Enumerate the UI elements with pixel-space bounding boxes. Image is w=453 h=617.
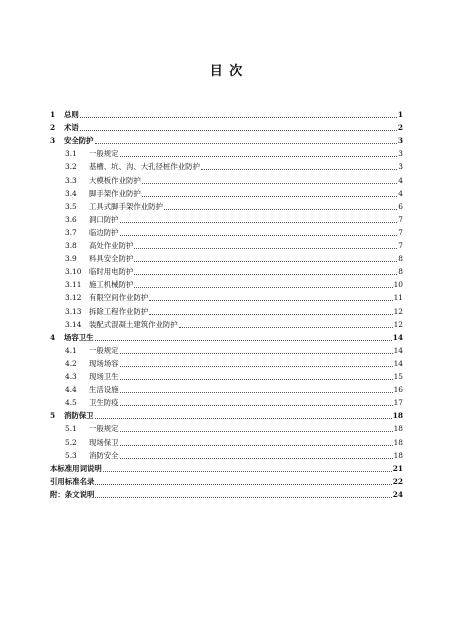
toc-entry[interactable] [65, 397, 403, 409]
dot-leader [103, 471, 392, 472]
dot-leader [120, 458, 393, 459]
toc-entry-label: 生活设施 [89, 385, 119, 395]
toc-entry[interactable] [50, 410, 403, 422]
toc-entry-page-number: 14 [393, 345, 403, 355]
dot-leader [134, 261, 397, 262]
dot-leader [120, 379, 393, 380]
toc-entry-label: 安全防护 [64, 136, 94, 146]
toc-entry-label: 附：条文说明 [50, 489, 95, 499]
toc-entry-page-number: 4 [398, 188, 403, 198]
toc-entry-label: 场容卫生 [64, 332, 94, 342]
toc-entry-number: 3.8 [65, 241, 77, 250]
toc-entry-page-number: 8 [398, 267, 403, 277]
toc-entry[interactable] [50, 476, 403, 488]
toc-entry-label: 临时用电防护 [89, 267, 134, 277]
toc-entry-page-number: 21 [392, 463, 403, 473]
toc-entry-number: 4.4 [65, 385, 77, 395]
toc-entry[interactable] [65, 148, 403, 160]
toc-entry-page-number: 17 [393, 398, 403, 408]
toc-entry[interactable] [65, 306, 403, 318]
dot-leader [95, 418, 392, 419]
toc-entry-number: 3.14 [65, 319, 82, 329]
toc-entry-page-number: 7 [398, 227, 403, 237]
toc-entry-label: 有限空间作业防护 [89, 293, 149, 303]
dot-leader [95, 143, 397, 144]
toc-entry-label: 引用标准名录 [50, 476, 95, 486]
dot-leader [149, 314, 392, 315]
dot-leader [80, 130, 397, 131]
toc-entry-number: 4.1 [65, 345, 77, 355]
toc-entry-page-number: 3 [398, 149, 403, 159]
dot-leader [134, 287, 392, 288]
toc-entry-label: 消防保卫 [64, 411, 94, 421]
dot-leader [134, 248, 397, 249]
toc-entry-number: 3 [50, 136, 56, 146]
dot-leader [120, 353, 393, 354]
toc-entry-page-number: 4 [398, 175, 403, 185]
dot-leader [80, 117, 397, 118]
toc-entry[interactable] [65, 266, 403, 278]
dot-leader [95, 484, 391, 485]
dot-leader [179, 327, 393, 328]
toc-entry-number: 5.1 [65, 424, 77, 434]
dot-leader [142, 196, 398, 197]
dot-leader [120, 156, 398, 157]
toc-entry-label: 大模板作业防护 [89, 175, 141, 185]
dot-leader [149, 300, 392, 301]
toc-entry-page-number: 7 [398, 214, 403, 224]
toc-entry[interactable] [65, 371, 403, 383]
toc-entry-label: 现场卫生 [89, 372, 119, 381]
toc-entry-number: 3.12 [65, 293, 82, 303]
toc-entry-page-number: 10 [393, 280, 403, 290]
toc-entry-label: 术语 [64, 123, 79, 133]
dot-leader [120, 405, 393, 406]
dot-leader [120, 366, 393, 367]
toc-entry[interactable] [65, 437, 403, 449]
toc-entry-label: 一般规定 [89, 424, 119, 434]
toc-entry-page-number: 22 [392, 476, 403, 486]
toc-entry-number: 4 [50, 332, 56, 342]
toc-entry-label: 消防安全 [89, 450, 119, 460]
toc-entry[interactable] [65, 423, 403, 435]
toc-entry-label: 高处作业防护 [89, 241, 134, 250]
toc-entry-label: 现场保卫 [89, 437, 119, 447]
toc-entry[interactable] [65, 240, 403, 252]
toc-entry-page-number: 3 [398, 162, 403, 172]
toc-entry-number: 4.2 [65, 358, 77, 368]
toc-entry-page-number: 2 [397, 123, 403, 133]
dot-leader [134, 274, 397, 275]
toc-entry-label: 洞口防护 [89, 214, 119, 224]
toc-entry-number: 3.1 [65, 149, 77, 159]
toc-entry-page-number: 18 [393, 450, 403, 460]
toc-entry[interactable] [65, 345, 403, 357]
toc-entry-page-number: 12 [393, 319, 403, 329]
dot-leader [120, 222, 398, 223]
toc-entry-label: 拆除工程作业防护 [89, 306, 149, 316]
dot-leader [95, 340, 392, 341]
toc-entry[interactable] [50, 489, 403, 501]
toc-entry[interactable] [65, 227, 403, 239]
toc-entry-page-number: 11 [393, 293, 403, 303]
toc-entry-label: 施工机械防护 [89, 280, 134, 290]
toc-entry[interactable] [50, 135, 403, 147]
toc-entry-page-number: 15 [393, 372, 403, 381]
toc-entry-number: 3.3 [65, 175, 77, 185]
toc-entry-label: 工具式脚手架作业防护 [89, 201, 163, 211]
toc-entry-number: 4.3 [65, 372, 77, 381]
toc-entry-label: 卫生防疫 [89, 398, 119, 408]
dot-leader [120, 431, 393, 432]
toc-entry-number: 3.9 [65, 254, 77, 264]
toc-entry-label: 料具安全防护 [89, 254, 134, 264]
toc-entry-label: 一般规定 [89, 345, 119, 355]
dot-leader [120, 392, 393, 393]
dot-leader [120, 445, 393, 446]
toc-entry-label: 基槽、坑、沟、大孔径桩作业防护 [89, 162, 200, 172]
toc-entry[interactable] [65, 253, 403, 265]
toc-entry-page-number: 18 [393, 424, 403, 434]
toc-entry-page-number: 16 [393, 385, 403, 395]
toc-entry-page-number: 24 [392, 489, 403, 499]
toc-entry-number: 3.11 [65, 280, 82, 290]
toc-entry-number: 3.10 [65, 267, 82, 277]
toc-entry-number: 3.5 [65, 201, 77, 211]
toc-entry-number: 3.7 [65, 227, 77, 237]
toc-entry-number: 5.2 [65, 437, 77, 447]
toc-entry-label: 现场场容 [89, 358, 119, 368]
page-title: 目 次 [209, 64, 244, 79]
toc-entry-label: 临边防护 [89, 227, 119, 237]
toc-entry-label: 一般规定 [89, 149, 119, 159]
toc-entry-page-number: 8 [398, 254, 403, 264]
toc-entry[interactable] [50, 109, 403, 121]
toc-entry[interactable] [65, 161, 403, 173]
toc-entry-page-number: 6 [398, 201, 403, 211]
dot-leader [142, 183, 398, 184]
toc-entry[interactable] [65, 214, 403, 226]
toc-entry-page-number: 18 [392, 411, 403, 421]
toc-entry[interactable] [50, 463, 403, 475]
toc-entry-page-number: 14 [392, 332, 403, 342]
toc-entry-page-number: 12 [393, 306, 403, 316]
toc-entry-number: 5 [50, 411, 56, 421]
toc-entry[interactable] [65, 358, 403, 370]
dot-leader [164, 209, 397, 210]
toc-entry-number: 2 [50, 123, 56, 133]
toc-entry-number: 3.13 [65, 306, 82, 316]
toc-entry-number: 3.4 [65, 188, 77, 198]
dot-leader [95, 497, 391, 498]
dot-leader [201, 169, 397, 170]
toc-entry-page-number: 7 [398, 241, 403, 250]
toc-entry-number: 3.2 [65, 162, 77, 172]
toc-entry[interactable] [65, 450, 403, 462]
dot-leader [120, 235, 398, 236]
toc-entry[interactable] [65, 188, 403, 200]
toc-entry-label: 脚手架作业防护 [89, 188, 141, 198]
toc-entry-number: 3.6 [65, 214, 77, 224]
toc-entry-page-number: 14 [393, 358, 403, 368]
toc-entry[interactable] [65, 175, 403, 187]
toc-entry[interactable] [50, 332, 403, 344]
toc-entry-label: 装配式混凝土建筑作业防护 [89, 319, 178, 329]
toc-entry[interactable] [65, 292, 403, 304]
toc-entry-number: 5.3 [65, 450, 77, 460]
toc-entry-label: 本标准用词说明 [50, 463, 102, 473]
toc-entry[interactable] [50, 122, 403, 134]
toc-entry-label: 总则 [64, 110, 79, 119]
toc-entry[interactable] [65, 201, 403, 213]
toc-entry-page-number: 3 [397, 136, 403, 146]
toc-entry-number: 1 [50, 110, 56, 119]
toc-entry[interactable] [65, 384, 403, 396]
toc-entry[interactable] [65, 279, 403, 291]
toc-entry-number: 4.5 [65, 398, 77, 408]
toc-entry[interactable] [65, 319, 403, 331]
toc-entry-page-number: 18 [393, 437, 403, 447]
toc-entry-page-number: 1 [397, 110, 403, 119]
